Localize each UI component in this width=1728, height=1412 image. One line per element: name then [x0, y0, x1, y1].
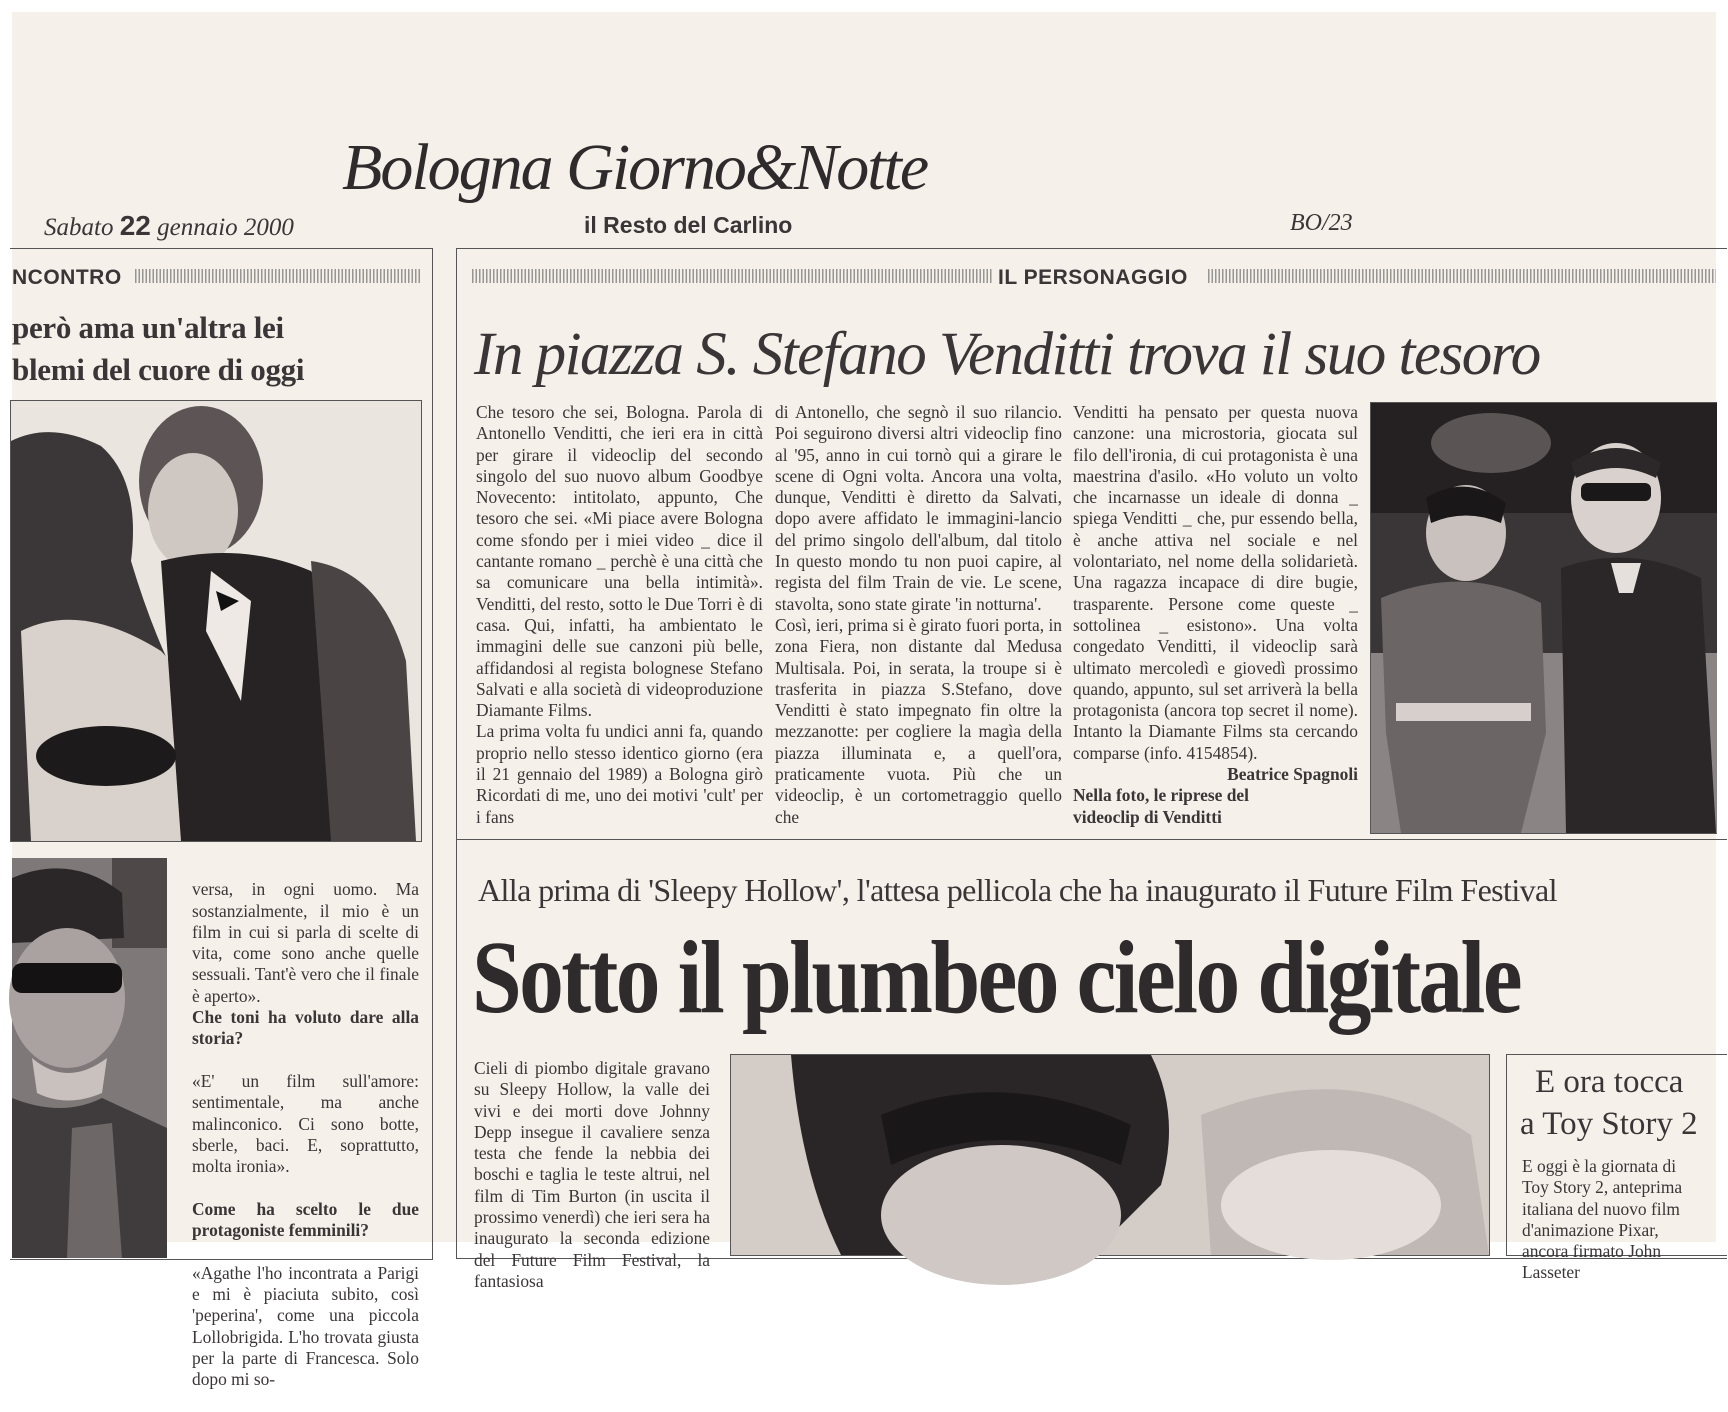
sleepy-photo [730, 1054, 1490, 1256]
toy-story-headline-line1: E ora tocca [1535, 1064, 1684, 1100]
venditti-section-label: IL PERSONAGGIO [998, 266, 1188, 289]
left-article-body [192, 858, 419, 1412]
venditti-photo-illustration [1371, 403, 1717, 833]
left-section-label: NCONTRO [12, 266, 122, 289]
newspaper-page [12, 12, 1716, 1390]
toy-story-body: E oggi è la giornata di Toy Story 2, anteprima italiana del nuovo film d'animazione Pixar, ancora firmato John Lasseter [1522, 1156, 1683, 1283]
date-day: 22 [119, 210, 151, 241]
interview-answer-2: «Agathe l'ho incontrata a Parigi e mi è piaciuta subito, così 'peperina', come una piccola Lollobrigida. L'ho trovata giusta per la parte di Francesca. Solo dopo mi so- [192, 1262, 419, 1390]
toy-story-headline-line2: a Toy Story 2 [1520, 1106, 1698, 1142]
date-month-year: gennaio 2000 [157, 214, 294, 241]
left-section-rule [135, 269, 420, 283]
sleepy-photo-illustration [731, 1055, 1489, 1255]
venditti-rule-right [1208, 269, 1716, 283]
sleepy-body: Cieli di piombo digitale gravano su Sleepy Hollow, la valle dei vivi e dei morti dove Johnny Depp insegue il cavaliere senza testa che fende la nebbia dei boschi e taglia le teste altrui, nel film di Tim Burton (in uscita il prossimo venerdì) che ieri sera ha inaugurato la seconda edizione del Future Film Festival, la fantasiosa [474, 1058, 710, 1291]
venditti-column-3-text: Venditti ha pensato per questa nuova canzone: una microstoria, giocata sul filo dell'ironia, di cui protagonista è una maestrina d'asilo. «Ho voluto un volto che incarnasse un ideale di donna _ spiega Venditti _ che, pur essendo bella, è anche attiva nel sociale e nel volontariato, nel nome della solidarietà. Una ragazza incapace di dire bugie, trasparente. Persone come queste _ sottolinea _ esistono». Una volta congedato Venditti, il videoclip sarà ultimato mercoledì e giovedì prossimo quando, appunto, sul set arriverà la bella protagonista (ancora top secret il nome). Intanto la Diamante Films sta cercando comparse (info. 4154854). [1073, 402, 1358, 763]
left-text-intro: versa, in ogni uomo. Ma sostanzialmente, il mio è un film in cui si parla di scelte di vita, come sono anche quelle sessuali. Tant'è vero che il finale è aperto». [192, 879, 419, 1006]
director-photo [12, 858, 167, 1258]
director-photo-illustration [12, 858, 167, 1258]
left-headline-line1: però ama un'altra lei [12, 310, 284, 345]
venditti-rule-left [472, 269, 992, 283]
venditti-photo-caption: Nella foto, le riprese del videoclip di Venditti [1073, 785, 1249, 827]
masthead-title: Bologna Giorno&Notte [342, 131, 928, 204]
venditti-column-3 [1073, 402, 1358, 828]
newspaper-name: il Resto del Carlino [584, 212, 793, 238]
interview-question-1: Che toni ha voluto dare alla storia? [192, 1007, 419, 1049]
couple-photo-illustration [11, 401, 421, 841]
page-number: BO/23 [1290, 210, 1353, 236]
venditti-photo [1370, 402, 1717, 834]
venditti-column-1: Che tesoro che sei, Bologna. Parola di Antonello Venditti, che ieri era in città per girare il videoclip del secondo singolo del suo nuovo album Goodbye Novecento: intitolato, appunto, Che tesoro che sei. «Mi piace avere Bologna come sfondo per i miei video _ dice il cantante romano _ perchè è una città che sa comunicare una bella intimità». Venditti, del resto, sotto le Due Torri è di casa. Qui, infatti, ha ambientato le immagini delle sue canzoni più belle, affidandosi al regista bolognese Stefano Salvati e alla società di videoproduzione Diamante Films. La prima volta fu undici anni fa, quando proprio nello stesso identico giorno (era il 21 gennaio del 1989) a Bologna girò Ricordati di me, uno dei motivi 'cult' per i fans [476, 402, 763, 827]
venditti-headline: In piazza S. Stefano Venditti trova il suo tesoro [474, 321, 1540, 388]
couple-photo [10, 400, 422, 842]
venditti-column-2: di Antonello, che segnò il suo rilancio. Poi seguirono diversi altri videoclip fino al '95, anno in cui tornò qui a girare le scene di Ogni volta. Ancora una volta, dunque, Venditti è diretto da Salvati, dopo avere affidato le immagini-lancio del primo singolo dell'album, dal titolo In questo mondo tu non puoi capire, al regista del film Train de vie. Le scene, stavolta, sono state girate 'in notturna'. Così, ieri, prima si è girato fuori porta, in zona Fiera, non distante dal Medusa Multisala. Poi, in serata, la troupe si è trasferita in piazza S.Stefano, dove Venditti è stato impegnato fin oltre la mezzanotte: per cogliere la magìa della piazza illuminata e, a quell'ora, praticamente vuota. Più che un videoclip, è un cortometraggio quello che [775, 402, 1062, 827]
interview-answer-1: «E' un film sull'amore: sentimentale, ma anche malinconico. Ci sono botte, sberle, baci. E, soprattutto, molta ironia». [192, 1070, 419, 1177]
sleepy-kicker: Alla prima di 'Sleepy Hollow', l'attesa pellicola che ha inaugurato il Future Film Festival [478, 872, 1557, 908]
interview-question-2: Come ha scelto le due protagoniste femminili? [192, 1198, 419, 1241]
sleepy-headline: Sotto il plumbeo cielo digitale [472, 920, 1520, 1035]
left-headline-line2: blemi del cuore di oggi [12, 352, 305, 387]
date-weekday: Sabato [44, 214, 114, 241]
issue-date [44, 210, 294, 242]
venditti-author: Beatrice Spagnoli [1227, 764, 1358, 785]
